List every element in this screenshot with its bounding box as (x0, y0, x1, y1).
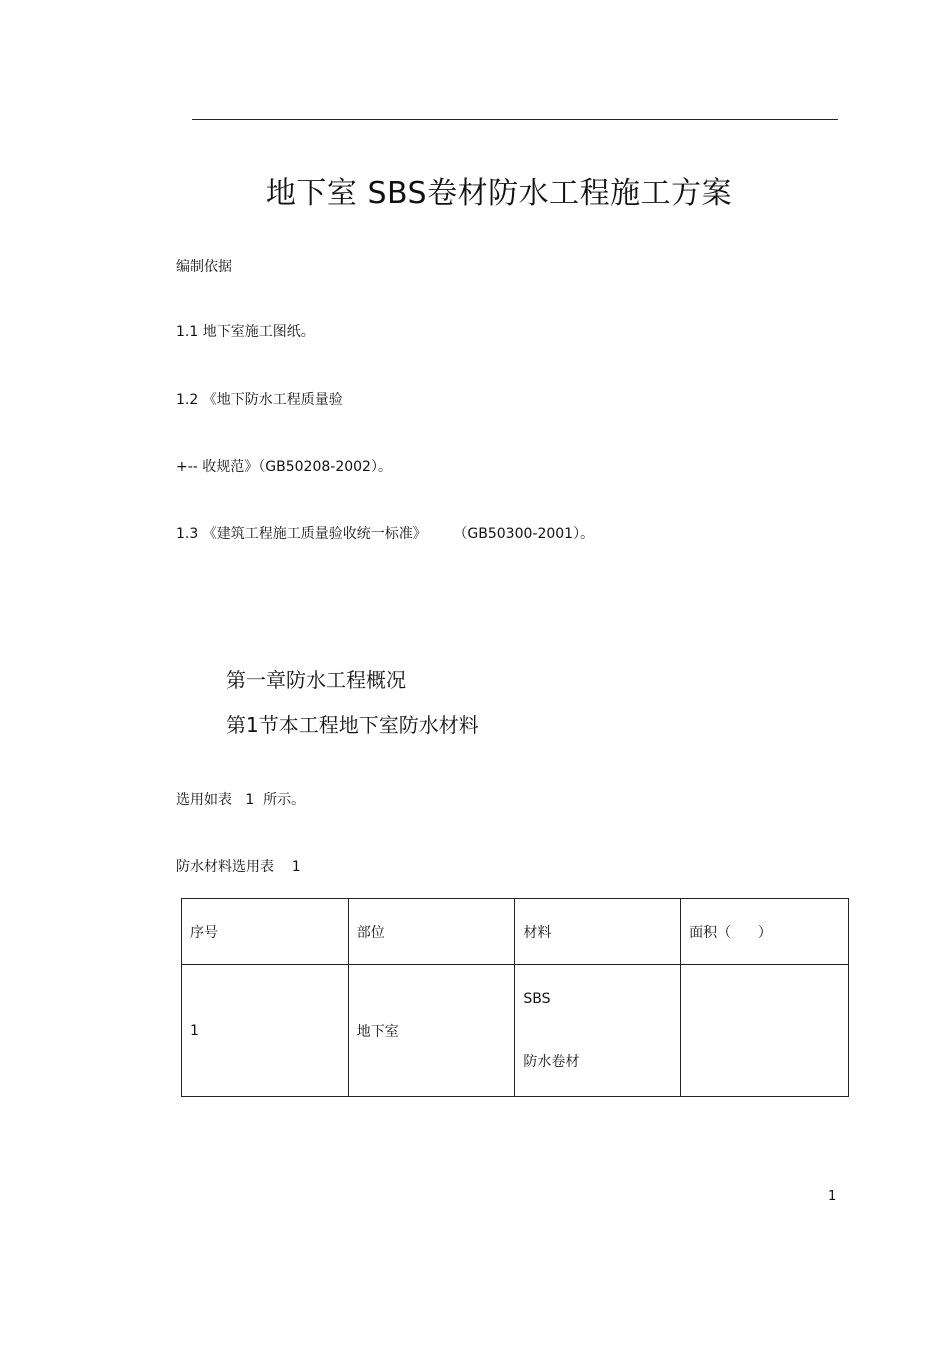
cell-location: 地下室 (348, 965, 515, 1097)
material-line-1: SBS (523, 990, 551, 1007)
intro-text: 选用如表 1 所示。 (176, 792, 306, 808)
table-row (182, 965, 849, 1097)
header-cell-location: 部位 (348, 899, 515, 965)
header-cell-area: 面积（ ） (681, 899, 849, 965)
header-cell-no: 序号 (182, 899, 349, 965)
chapter-heading: 第一章防水工程概况 (226, 668, 406, 692)
basis-item-2: 1.2 《地下防水工程质量验 (176, 392, 343, 408)
cell-no: 1 (182, 965, 349, 1097)
document-title: 地下室 SBS卷材防水工程施工方案 (265, 176, 733, 211)
header-rule (192, 119, 838, 120)
basis-heading: 编制依据 (176, 259, 232, 275)
section-heading: 第1节本工程地下室防水材料 (226, 713, 479, 737)
basis-item-3: 1.3 《建筑工程施工质量验收统一标准》 （GB50300-2001）。 (176, 526, 595, 542)
material-line-2: 防水卷材 (523, 1053, 580, 1070)
table-caption: 防水材料选用表 1 (176, 859, 301, 875)
cell-area (681, 965, 849, 1097)
header-cell-material: 材料 (515, 899, 681, 965)
basis-item-2-continued: +-- 收规范》（GB50208-2002）。 (176, 459, 392, 475)
materials-table (181, 898, 849, 1097)
cell-material (515, 965, 681, 1097)
page-number: 1 (828, 1189, 837, 1204)
basis-item-1: 1.1 地下室施工图纸。 (176, 324, 315, 340)
table-header-row (182, 899, 849, 965)
